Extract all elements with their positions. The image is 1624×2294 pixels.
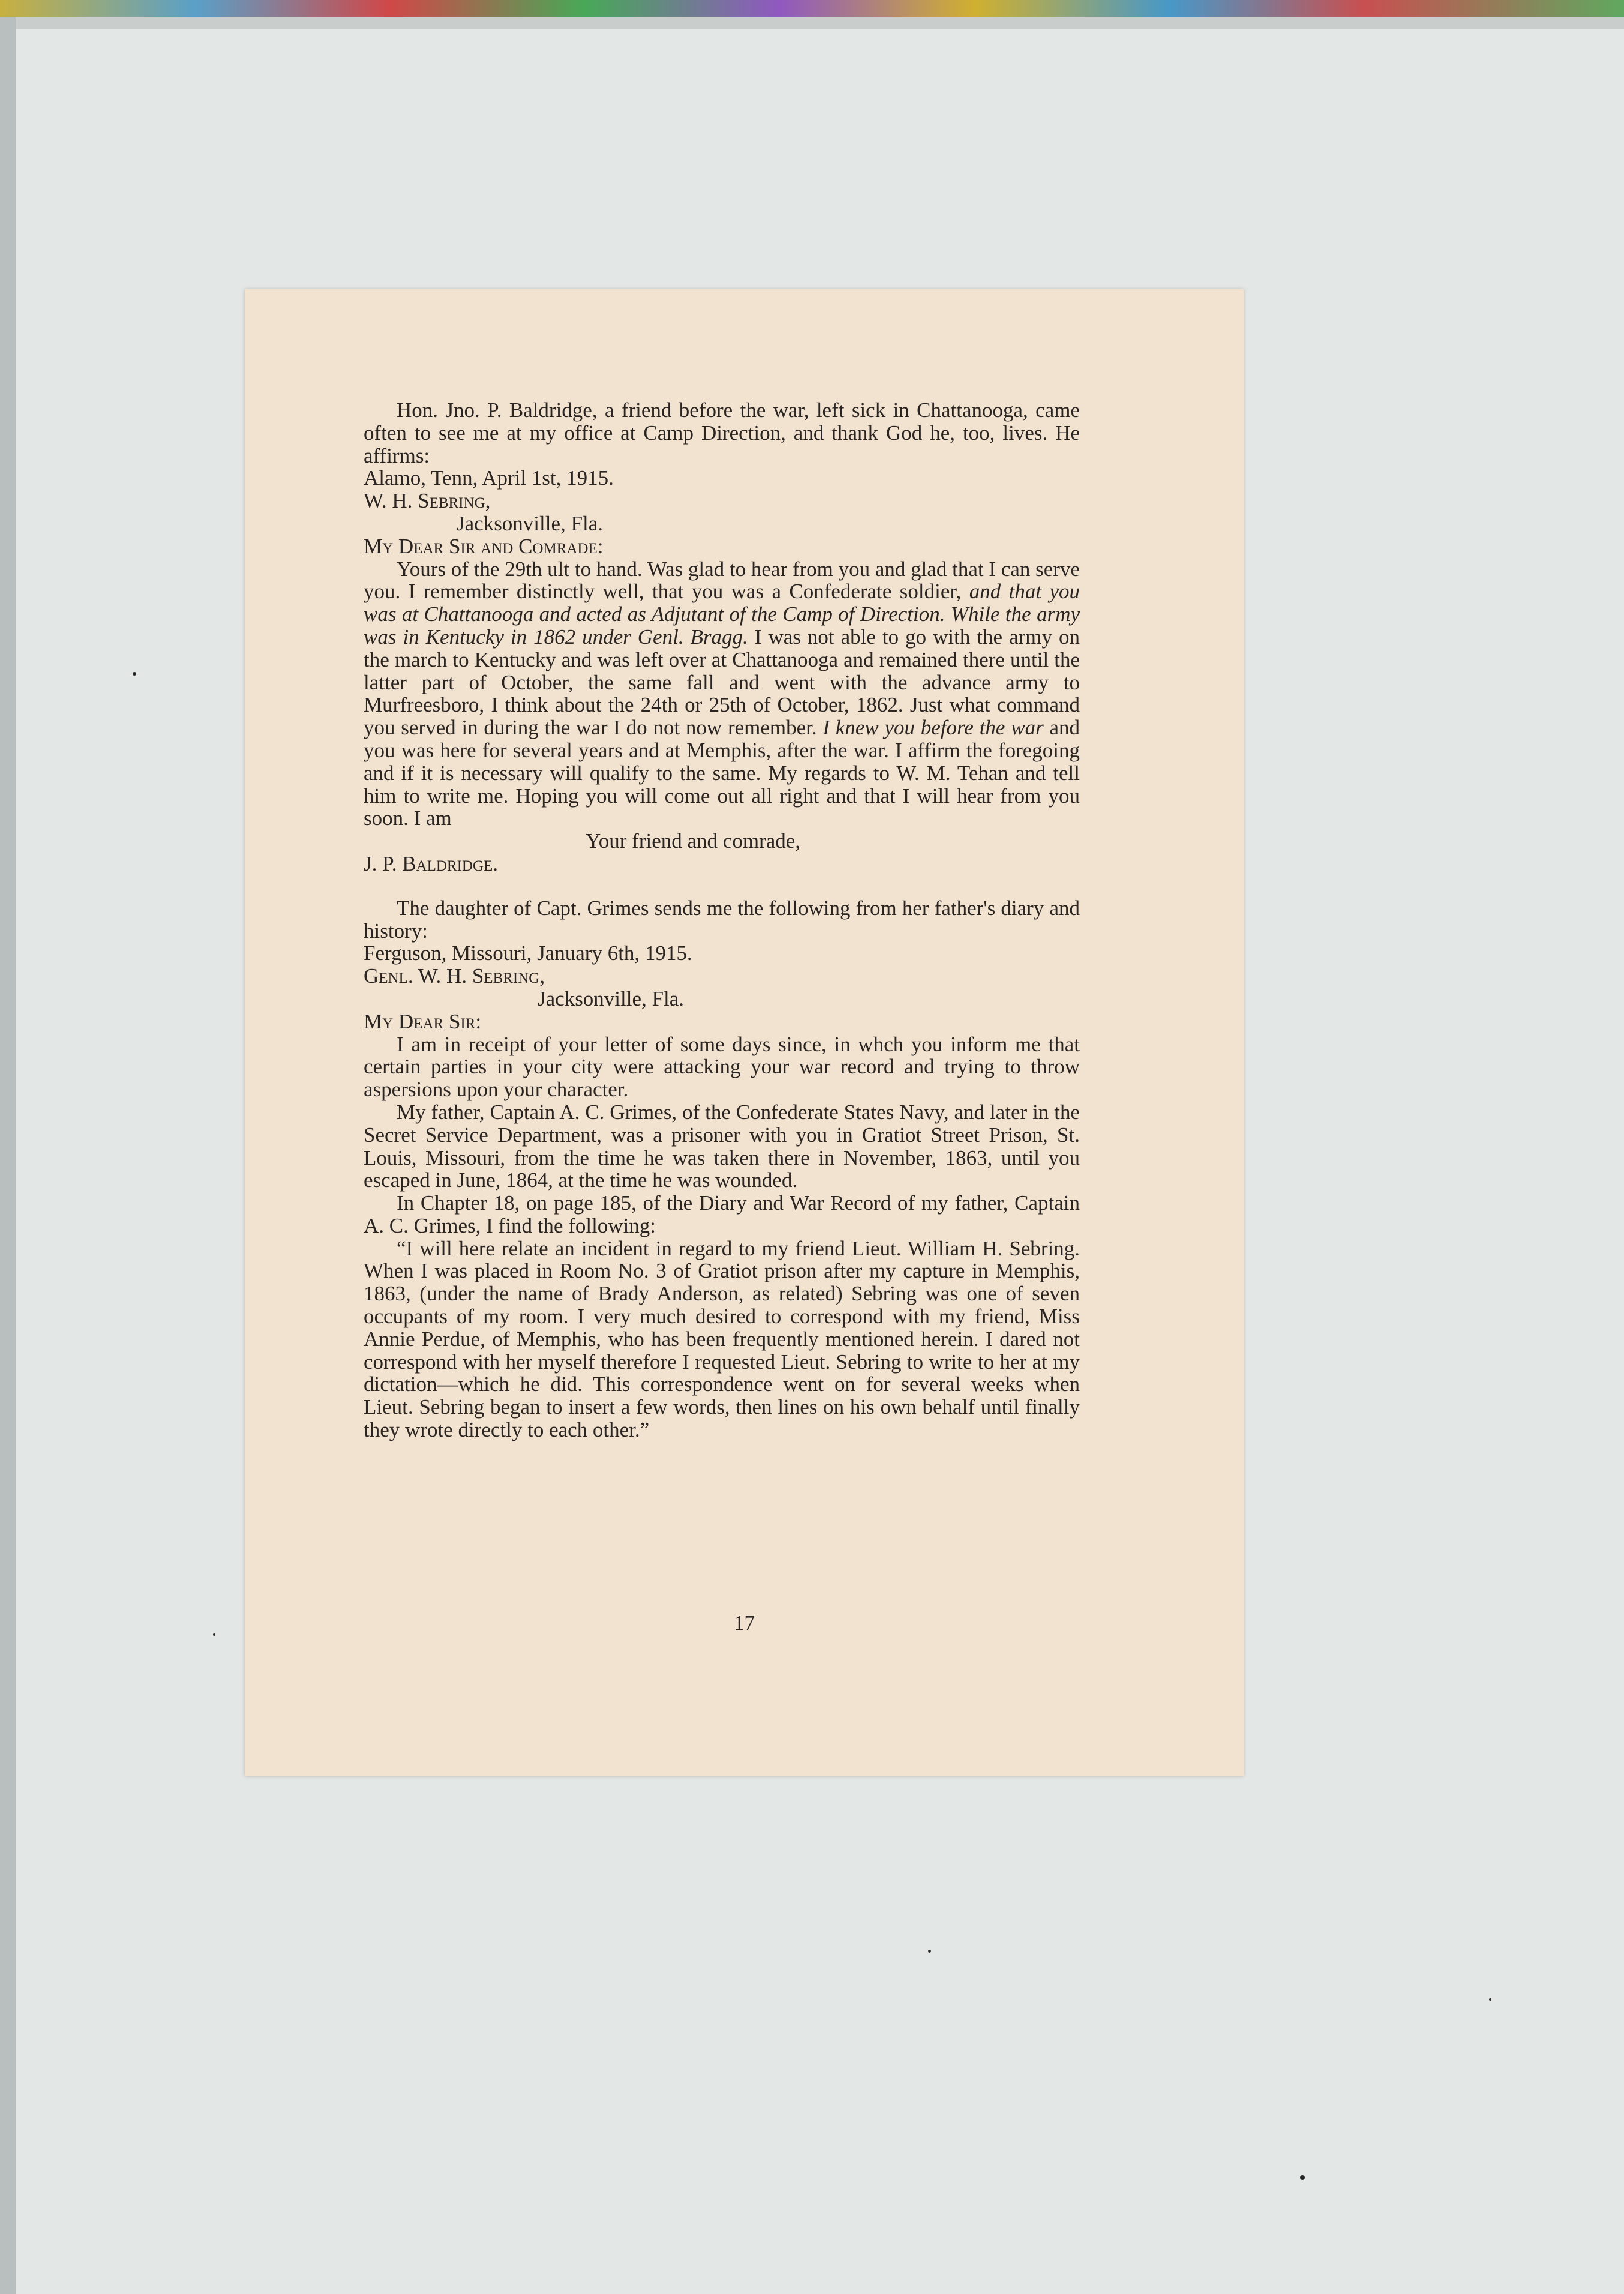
page-number: 17	[734, 1611, 755, 1635]
letter2-addressee-name: Genl. W. H. Sebring,	[364, 964, 545, 988]
page-text	[364, 399, 1080, 1441]
letter2-paragraph-1: I am in receipt of your letter of some days since, in whch you inform me that certain parties in your city were attacking your war record and trying to throw aspersions upon your character.	[364, 1032, 1080, 1102]
dust-speck	[1300, 2175, 1305, 2180]
letter1-closing: Your friend and comrade,	[586, 829, 801, 853]
scanner-color-strip	[0, 0, 1624, 17]
letter2-diary-quote: “I will here relate an incident in regard to my friend Lieut. William H. Sebring. When I was placed in Room No. 3 of Gratiot prison after my capture in Memphis, 1863, (under the name of Brady Anderson, as related) Sebring was one of seven occupants of my room. I very much desired to correspond with my friend, Miss Annie Perdue, of Memphis, who has been frequently mentioned herein. I dared not correspond with her myself therefore I requested Lieut. Sebring to write to her at my dictation—which he did. This correspondence went on for several weeks when Lieut. Sebring began to insert a few words, then lines on his own behalf until finally they wrote directly to each other.”	[364, 1236, 1080, 1442]
letter1-body: Yours of the 29th ult to hand. Was glad to hear from you and glad that I can serve you. I remember distinctly well, that you was a Confederate soldier, and that you was at Chattanooga and acted as Adjutant of the Camp of Direction. While the army was in Kentucky in 1862 under Genl. Bragg. I was not able to go with the army on the march to Kentucky and was left over at Chattanooga and remained there until the latter part of October, the same fall and went with the advance army to Murfreesboro, I think about the 24th or 25th of October, 1862. Just what command you served in during the war I do not now remember. I knew you before the war and you was here for several years and at Memphis, after the war. I affirm the foregoing and if it is necessary will qualify to the same. My regards to W. M. Tehan and tell him to write me. Hoping you will come out all right and that I will hear from you soon. I am	[364, 557, 1080, 830]
letter2-paragraph-3: In Chapter 18, on page 185, of the Diary and War Record of my father, Captain A. C. Grimes, I find the following:	[364, 1191, 1080, 1237]
letter2-paragraph-2: My father, Captain A. C. Grimes, of the Confederate States Navy, and later in the Secret Service Department, was a prisoner with you in Gratiot Street Prison, St. Louis, Missouri, from the time he was taken there in November, 1863, until you escaped in June, 1864, at the time he was wounded.	[364, 1100, 1080, 1192]
letter1-addressee-name: W. H. Sebring,	[364, 489, 491, 513]
dust-speck	[213, 1633, 215, 1636]
letter2-salutation: My Dear Sir:	[364, 1009, 482, 1033]
letter2-intro: The daughter of Capt. Grimes sends me the following from her father's diary and history:	[364, 896, 1080, 943]
letter1-dateline: Alamo, Tenn, April 1st, 1915.	[364, 466, 614, 490]
letter1-intro: Hon. Jno. P. Baldridge, a friend before the war, left sick in Chattanooga, came often to see me at my office at Camp Direction, and thank God he, too, lives. He affirms:	[364, 398, 1080, 467]
letter2-dateline: Ferguson, Missouri, January 6th, 1915.	[364, 941, 692, 965]
letter2-addressee-city: Jacksonville, Fla.	[538, 986, 684, 1010]
scanner-shadow	[0, 17, 1624, 29]
scanner-left-edge	[0, 17, 16, 2294]
letter1-addressee-city: Jacksonville, Fla.	[457, 511, 603, 535]
dust-speck	[133, 672, 136, 676]
letter1-signature: J. P. Baldridge.	[364, 851, 499, 875]
dust-speck	[928, 1950, 931, 1953]
letter1-salutation: My Dear Sir and Comrade:	[364, 534, 604, 558]
dust-speck	[1489, 1998, 1491, 2001]
document-page	[245, 289, 1244, 1776]
